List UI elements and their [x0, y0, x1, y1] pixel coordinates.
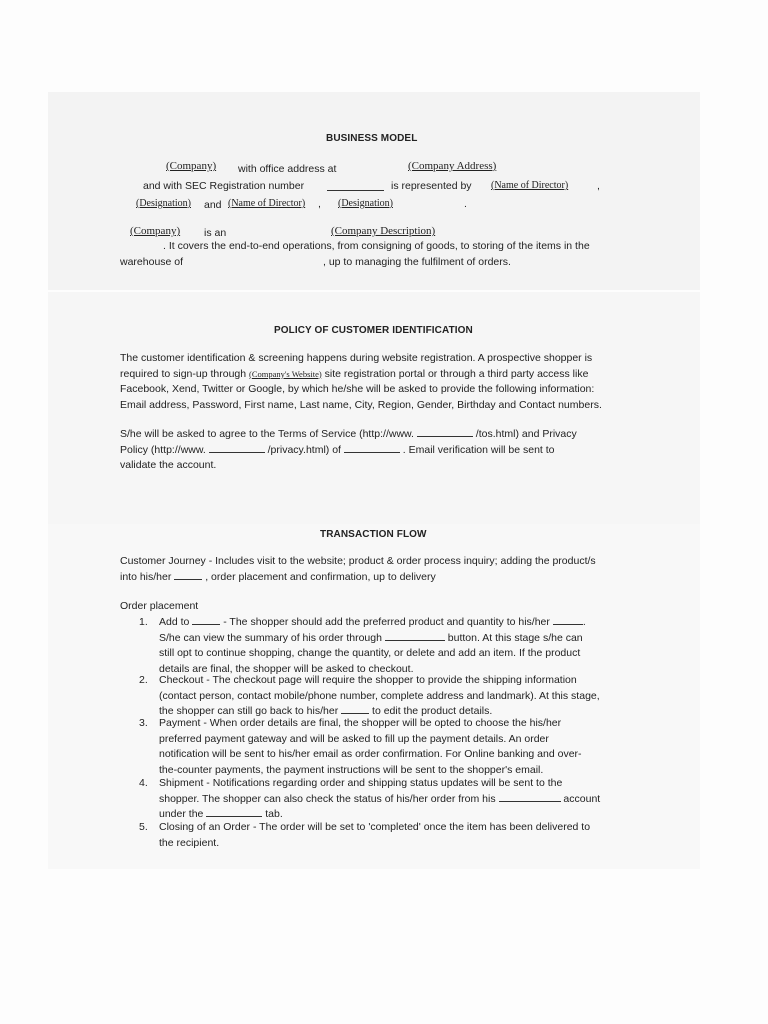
represented-by-text: is represented by — [391, 180, 472, 192]
policy-line — [120, 443, 577, 459]
company-address-placeholder: (Company Address) — [408, 160, 497, 172]
policy-line-text: required to sign-up through — [120, 367, 247, 380]
account-blank — [499, 792, 561, 802]
view-cart-blank — [385, 631, 445, 641]
policy-line — [120, 427, 577, 443]
journey-line-text: into his/her — [120, 570, 172, 583]
step-line: Closing of an Order - The order will be set to 'completed' once the item has been delivered to — [159, 821, 591, 833]
policy-line — [120, 367, 602, 383]
step-line — [159, 631, 586, 647]
step-line: details are final, the shopper will be asked to checkout. — [159, 662, 414, 675]
step-line-text: tab. — [265, 808, 283, 820]
step-line-text: S/he can view the summary of his order through — [159, 631, 382, 644]
policy-line: The customer identification & screening happens during website registration. A prospective shopper is — [120, 352, 593, 364]
operations-text: . It covers the end-to-end operations, from consigning of goods, to storing of the items in the — [163, 240, 590, 252]
step-line-text: under the — [159, 808, 204, 820]
policy-heading: POLICY OF CUSTOMER IDENTIFICATION — [274, 325, 473, 336]
comma-text: , — [597, 180, 600, 192]
journey-line: Customer Journey - Includes visit to the website; product & order process inquiry; adding the product/s — [120, 555, 596, 567]
company-placeholder: (Company) — [166, 160, 217, 172]
step-number: 3. — [139, 717, 148, 729]
policy-line-text: /tos.html) and Privacy — [475, 428, 577, 440]
step-line-text: button. At this stage s/he can — [447, 631, 583, 644]
cart-blank — [174, 570, 202, 580]
step-line-text: - The shopper should add the preferred product and quantity to his/her — [223, 616, 550, 628]
policy-paragraph-1 — [120, 351, 602, 413]
period-text: . — [464, 198, 467, 210]
order-placement-label: Order placement — [120, 600, 199, 612]
company-placeholder-2: (Company) — [130, 225, 181, 237]
step-number: 4. — [139, 777, 148, 789]
step-line-text: the shopper can still go back to his/her — [159, 705, 339, 717]
policy-paragraph-2 — [120, 427, 577, 474]
step-line-text: Add to — [159, 616, 190, 628]
policy-line: Facebook, Xend, Twitter or Google, by which he/she will be asked to provide the following information: — [120, 383, 595, 395]
is-an-text: is an — [204, 227, 227, 239]
journey-line-text: , order placement and confirmation, up to delivery — [205, 570, 436, 583]
cart-blank-3 — [553, 615, 583, 625]
step-line: notification will be sent to his/her email as order confirmation. For Online banking and over- — [159, 748, 582, 760]
step-number: 5. — [139, 821, 148, 833]
name-of-director-placeholder-2: (Name of Director) — [228, 198, 306, 209]
policy-line-text: /privacy.html) of — [267, 443, 341, 456]
step-line: (contact person, contact mobile/phone number, complete address and landmark). At this stage, — [159, 689, 600, 702]
designation-placeholder-2: (Designation) — [338, 198, 393, 209]
step-line: Shipment - Notifications regarding order and shipping status updates will be sent to the — [159, 777, 563, 789]
policy-line: Email address, Password, First name, Last name, City, Region, Gender, Birthday and Contact numbers. — [120, 398, 602, 411]
step-line — [159, 615, 586, 631]
sec-number-blank — [327, 181, 384, 191]
tab-blank — [206, 807, 262, 817]
step-line: Checkout - The checkout page will require the shopper to provide the shipping information — [159, 674, 577, 686]
policy-line: validate the account. — [120, 459, 217, 471]
comma-text-2: , — [318, 198, 321, 210]
warehouse-of-text: warehouse of — [120, 256, 184, 268]
customer-journey-paragraph — [120, 554, 596, 585]
step-number: 2. — [139, 674, 148, 686]
cart-blank-2 — [192, 615, 220, 625]
company-description-placeholder: (Company Description) — [331, 225, 436, 237]
step-number: 1. — [139, 616, 148, 628]
step-line: still opt to continue shopping, change the quantity, or delete and add an item. If the product — [159, 647, 581, 659]
company-website-placeholder: (Company's Website) — [249, 368, 322, 379]
office-address-text: with office address at — [238, 163, 337, 175]
transaction-flow-heading: TRANSACTION FLOW — [320, 529, 427, 540]
step-line — [159, 792, 600, 808]
designation-placeholder-1: (Designation) — [136, 198, 191, 209]
step-line: preferred payment gateway and will be asked to fill up the payment details. An order — [159, 732, 549, 745]
company-name-blank — [344, 443, 400, 453]
step-line-text: to edit the product details. — [372, 705, 493, 717]
fulfilment-text: , up to managing the fulfilment of orders. — [323, 256, 511, 268]
step-line: the-counter payments, the payment instructions will be sent to the shopper's email. — [159, 763, 544, 776]
privacy-url-blank — [209, 443, 265, 453]
policy-line-text: S/he will be asked to agree to the Terms of Service (http://www. — [120, 428, 414, 440]
cart-blank-4 — [341, 704, 369, 714]
sec-registration-text: and with SEC Registration number — [143, 180, 305, 192]
step-line: Payment - When order details are final, the shopper will be opted to choose the his/her — [159, 717, 562, 729]
business-model-heading: BUSINESS MODEL — [326, 133, 418, 144]
step-line-text: shopper. The shopper can also check the status of his/her order from his — [159, 792, 496, 805]
policy-line-text: site registration portal or through a third party access like — [324, 367, 589, 380]
journey-line — [120, 570, 596, 586]
terms-url-blank — [417, 427, 473, 437]
step-line-text: account — [563, 792, 601, 805]
and-text: and — [204, 199, 222, 211]
name-of-director-placeholder: (Name of Director) — [491, 180, 569, 191]
step-line-text: . — [582, 616, 586, 628]
step-line: the recipient. — [159, 836, 220, 849]
policy-line-text: . Email verification will be sent to — [402, 443, 555, 456]
policy-line-text: Policy (http://www. — [120, 443, 206, 456]
